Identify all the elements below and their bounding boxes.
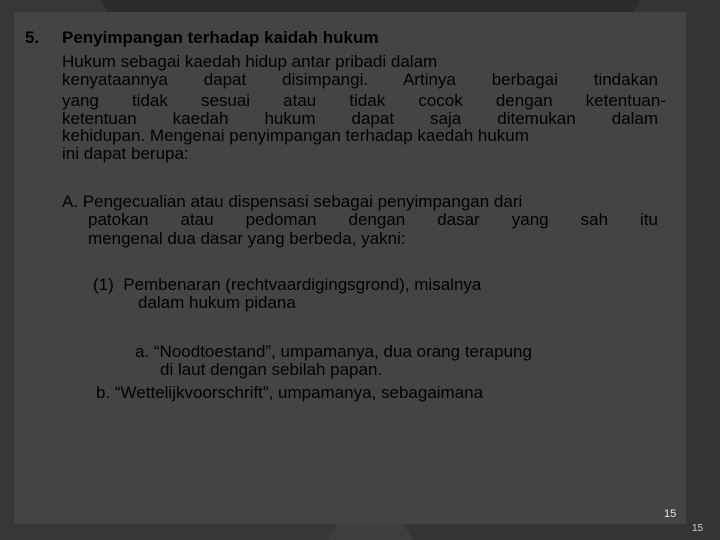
paragraph-line: Hukum sebagai kaedah hidup antar pribadi dalam [62,52,438,71]
paragraph-line: ketentuan kaedah hukum dapat saja ditemukan dalam [62,109,658,128]
paragraph-line: kenyataannya dapat disimpangi. Artinya berbagai tindakan [62,70,658,89]
paragraph-line: ini dapat berupa: [62,144,189,163]
paragraph-line: kehidupan. Mengenai penyimpangan terhadap kaedah hukum [62,126,529,145]
item-a-line: di laut dengan sebilah papan. [160,360,383,379]
sub-point-1-line: (1) Pembenaran (rechtvaardigingsgrond), misalnya [93,275,482,294]
page-number-outer: 15 [692,523,704,534]
sub-point-1-line: dalam hukum pidana [138,293,296,312]
point-a-line: A. Pengecualian atau dispensasi sebagai penyimpangan dari [62,192,523,211]
item-a-line: a. “Noodtoestand”, umpamanya, dua orang terapung [135,342,532,361]
heading-number: 5. [25,28,40,47]
point-a-line: patokan atau pedoman dengan dasar yang sah itu [88,210,658,229]
page-number-inner: 15 [664,508,677,520]
heading-title: Penyimpangan terhadap kaidah hukum [62,28,379,47]
paragraph-line: yang tidak sesuai atau tidak cocok dengan ketentuan- [62,91,666,110]
point-a-line: mengenal dua dasar yang berbeda, yakni: [88,229,406,248]
item-b-line: b. “Wettelijkvoorschrift”, umpamanya, sebagaimana [96,383,484,402]
